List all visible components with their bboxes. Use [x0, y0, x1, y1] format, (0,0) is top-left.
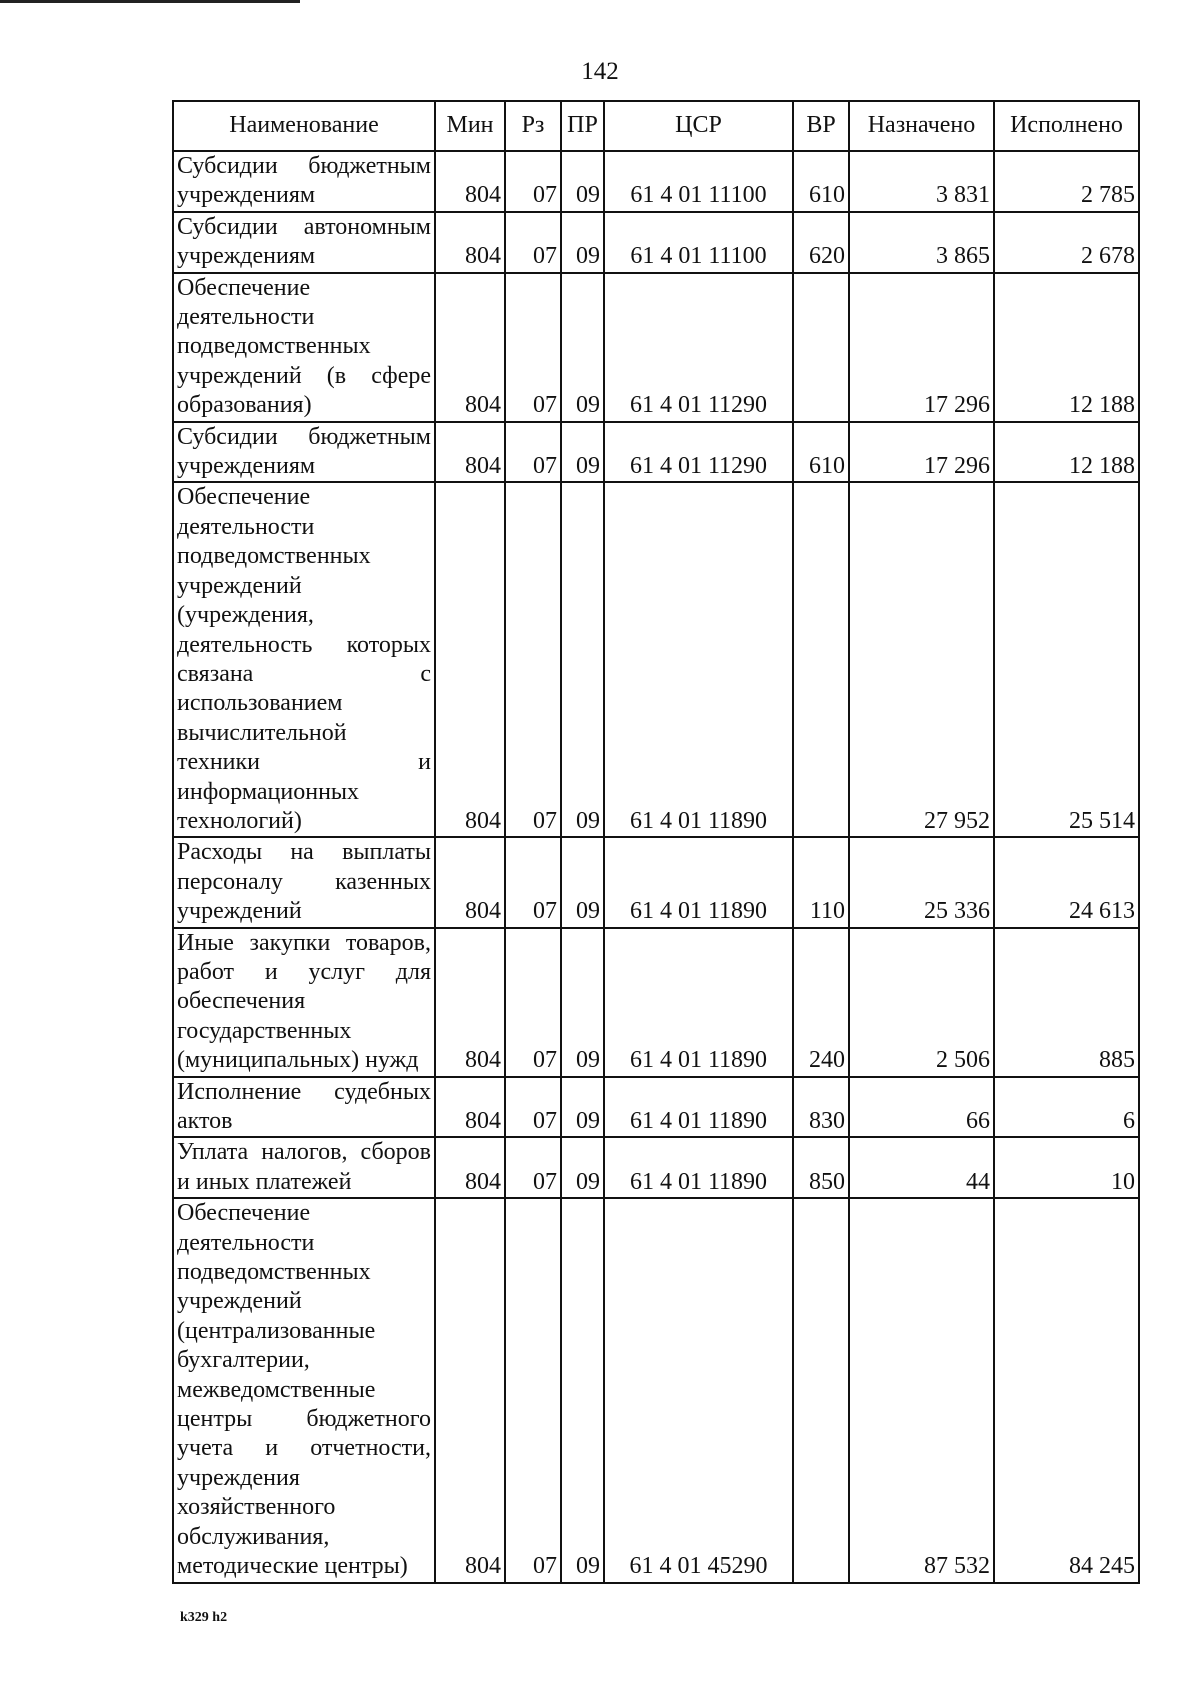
row-csr: 61 4 01 11100	[604, 151, 793, 212]
row-pr: 09	[561, 1137, 604, 1198]
row-pr: 09	[561, 273, 604, 422]
row-csr: 61 4 01 11890	[604, 482, 793, 837]
row-min: 804	[435, 1137, 505, 1198]
header-name: Наименование	[173, 101, 435, 151]
row-csr: 61 4 01 11890	[604, 837, 793, 927]
header-pr: ПР	[561, 101, 604, 151]
header-vr: ВР	[793, 101, 849, 151]
row-vr: 850	[793, 1137, 849, 1198]
row-executed: 10	[994, 1137, 1139, 1198]
row-min: 804	[435, 1198, 505, 1582]
table-row	[173, 1137, 1139, 1198]
row-name: Субсидии автономным учреждениям	[173, 212, 435, 273]
table-row	[173, 273, 1139, 422]
row-min: 804	[435, 212, 505, 273]
header-min: Мин	[435, 101, 505, 151]
table-row	[173, 422, 1139, 483]
row-csr: 61 4 01 11890	[604, 1077, 793, 1138]
row-rz: 07	[505, 837, 561, 927]
table-row	[173, 928, 1139, 1077]
row-name: Субсидии бюджетным учреждениям	[173, 151, 435, 212]
row-rz: 07	[505, 212, 561, 273]
row-vr	[793, 1198, 849, 1582]
row-csr: 61 4 01 11890	[604, 928, 793, 1077]
row-executed: 24 613	[994, 837, 1139, 927]
row-min: 804	[435, 1077, 505, 1138]
row-pr: 09	[561, 1198, 604, 1582]
row-vr: 620	[793, 212, 849, 273]
row-assigned: 44	[849, 1137, 994, 1198]
table-row	[173, 837, 1139, 927]
header-assigned: Назначено	[849, 101, 994, 151]
row-assigned: 25 336	[849, 837, 994, 927]
table-row	[173, 1198, 1139, 1582]
row-csr: 61 4 01 11890	[604, 1137, 793, 1198]
row-rz: 07	[505, 1198, 561, 1582]
row-rz: 07	[505, 482, 561, 837]
header-executed: Исполнено	[994, 101, 1139, 151]
row-vr: 610	[793, 422, 849, 483]
row-assigned: 3 865	[849, 212, 994, 273]
row-executed: 84 245	[994, 1198, 1139, 1582]
row-executed: 12 188	[994, 422, 1139, 483]
row-executed: 25 514	[994, 482, 1139, 837]
row-assigned: 27 952	[849, 482, 994, 837]
row-pr: 09	[561, 422, 604, 483]
row-rz: 07	[505, 1137, 561, 1198]
row-rz: 07	[505, 1077, 561, 1138]
row-min: 804	[435, 928, 505, 1077]
row-vr: 110	[793, 837, 849, 927]
row-executed: 885	[994, 928, 1139, 1077]
row-pr: 09	[561, 1077, 604, 1138]
row-csr: 61 4 01 45290	[604, 1198, 793, 1582]
row-vr: 830	[793, 1077, 849, 1138]
row-csr: 61 4 01 11100	[604, 212, 793, 273]
budget-table	[172, 100, 1140, 1584]
row-csr: 61 4 01 11290	[604, 273, 793, 422]
table-header-row	[173, 101, 1139, 151]
row-min: 804	[435, 422, 505, 483]
row-rz: 07	[505, 928, 561, 1077]
row-min: 804	[435, 273, 505, 422]
row-name: Уплата налогов, сборов и иных платежей	[173, 1137, 435, 1198]
row-executed: 2 678	[994, 212, 1139, 273]
page-number: 142	[581, 58, 619, 85]
header-csr: ЦСР	[604, 101, 793, 151]
row-pr: 09	[561, 928, 604, 1077]
footer-code: k329 h2	[180, 1610, 228, 1625]
row-assigned: 87 532	[849, 1198, 994, 1582]
row-pr: 09	[561, 151, 604, 212]
row-vr	[793, 273, 849, 422]
row-assigned: 17 296	[849, 422, 994, 483]
row-rz: 07	[505, 273, 561, 422]
row-executed: 12 188	[994, 273, 1139, 422]
top-edge-rule	[0, 0, 300, 3]
row-name: Исполнение судебных актов	[173, 1077, 435, 1138]
row-min: 804	[435, 837, 505, 927]
table-row	[173, 482, 1139, 837]
row-name: Обеспечение деятельности подведомственных учреждений (учреждения, деятельность которых связана с использованием вычислительной техники и информационных технологий)	[173, 482, 435, 837]
row-assigned: 66	[849, 1077, 994, 1138]
row-assigned: 3 831	[849, 151, 994, 212]
row-min: 804	[435, 482, 505, 837]
row-assigned: 2 506	[849, 928, 994, 1077]
row-pr: 09	[561, 482, 604, 837]
row-pr: 09	[561, 837, 604, 927]
row-vr	[793, 482, 849, 837]
header-rz: Рз	[505, 101, 561, 151]
row-rz: 07	[505, 151, 561, 212]
row-csr: 61 4 01 11290	[604, 422, 793, 483]
table-row	[173, 212, 1139, 273]
row-pr: 09	[561, 212, 604, 273]
table-row	[173, 1077, 1139, 1138]
row-name: Иные закупки товаров, работ и услуг для обеспечения государственных (муниципальных) нужд	[173, 928, 435, 1077]
row-executed: 6	[994, 1077, 1139, 1138]
table-row	[173, 151, 1139, 212]
row-vr: 240	[793, 928, 849, 1077]
row-name: Обеспечение деятельности подведомственных учреждений (в сфере образования)	[173, 273, 435, 422]
row-rz: 07	[505, 422, 561, 483]
row-min: 804	[435, 151, 505, 212]
row-name: Субсидии бюджетным учреждениям	[173, 422, 435, 483]
row-vr: 610	[793, 151, 849, 212]
row-name: Расходы на выплаты персоналу казенных учреждений	[173, 837, 435, 927]
row-name: Обеспечение деятельности подведомственных учреждений (централизованные бухгалтерии, межведомственные центры бюджетного учета и отчетности, учреждения хозяйственного обслуживания, методические центры)	[173, 1198, 435, 1582]
row-assigned: 17 296	[849, 273, 994, 422]
row-executed: 2 785	[994, 151, 1139, 212]
